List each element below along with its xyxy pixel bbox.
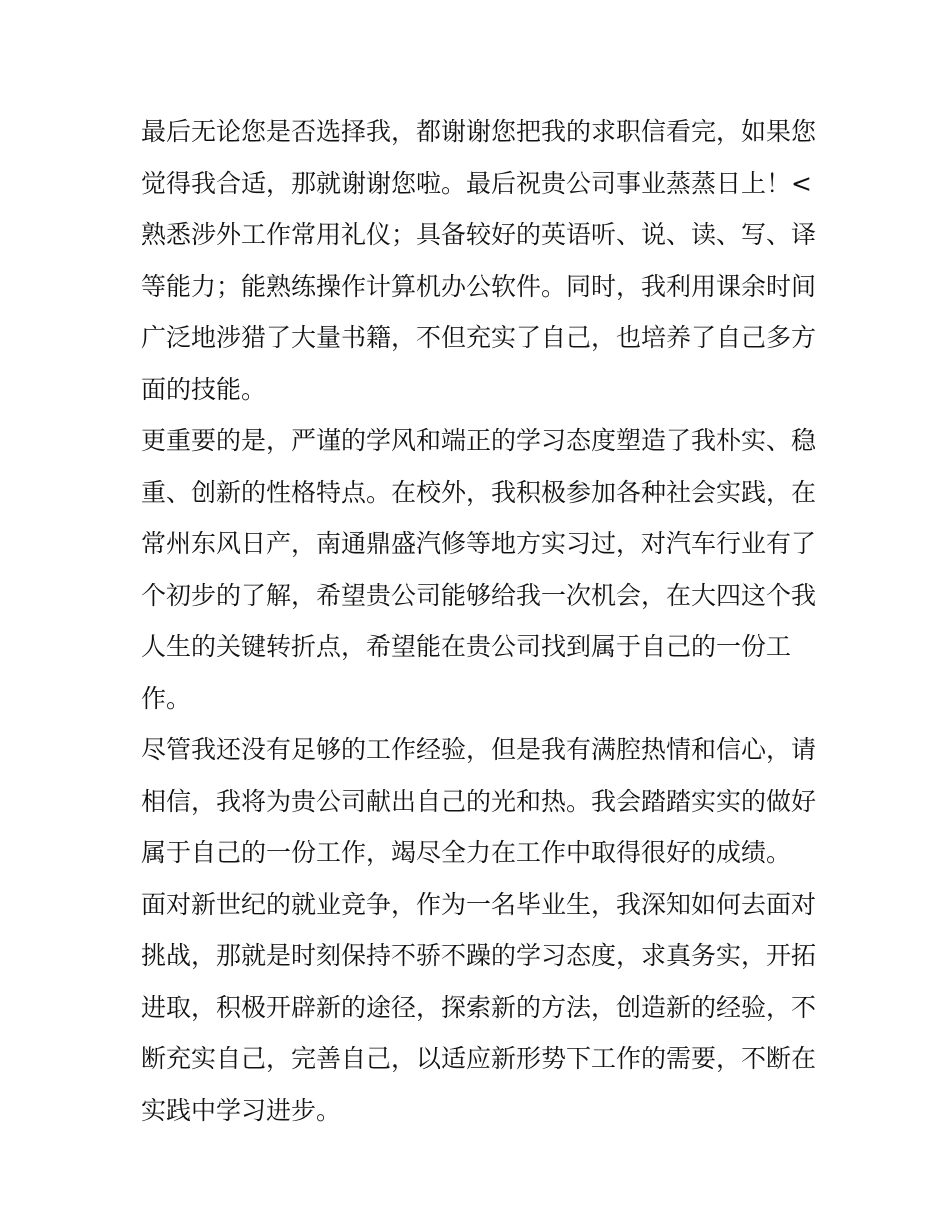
text-line: 最后无论您是否选择我，都谢谢您把我的求职信看完，如果您 (141, 117, 817, 146)
paragraph-character-and-practice (141, 415, 821, 724)
text-line: 进取，积极开辟新的途径，探索新的方法，创造新的经验，不 (141, 992, 817, 1022)
paragraph-closing (141, 106, 821, 415)
text-line: 断充实自己，完善自己，以适应新形势下工作的需要，不断在 (141, 1044, 817, 1073)
text-line: 面的技能。 (141, 374, 267, 404)
text-line: 尽管我还没有足够的工作经验，但是我有满腔热情和信心，请 (141, 735, 817, 764)
text-line: 觉得我合适，那就谢谢您啦。最后祝贵公司事业蒸蒸日上！< (141, 168, 812, 198)
paragraph-challenge (141, 879, 821, 1137)
text-line: 作。 (141, 683, 192, 713)
text-line: 人生的关键转折点，希望能在贵公司找到属于自己的一份工 (141, 632, 792, 661)
document-page (141, 106, 821, 1136)
text-line: 重、创新的性格特点。在校外，我积极参加各种社会实践，在 (141, 477, 817, 507)
paragraph-enthusiasm (141, 724, 821, 879)
text-line: 常州东风日产，南通鼎盛汽修等地方实习过，对汽车行业有了 (141, 529, 817, 558)
text-line: 广泛地涉猎了大量书籍，不但充实了自己，也培养了自己多方 (141, 323, 817, 352)
text-line: 熟悉涉外工作常用礼仪；具备较好的英语听、说、读、写、译 (141, 220, 817, 249)
text-line: 实践中学习进步。 (141, 1095, 342, 1125)
text-line: 等能力；能熟练操作计算机办公软件。同时，我利用课余时间 (141, 271, 817, 301)
text-line: 属于自己的一份工作，竭尽全力在工作中取得很好的成绩。 (141, 838, 792, 867)
text-line: 个初步的了解，希望贵公司能够给我一次机会，在大四这个我 (141, 580, 817, 610)
text-line: 面对新世纪的就业竞争，作为一名毕业生，我深知如何去面对 (141, 889, 817, 919)
text-line: 挑战，那就是时刻保持不骄不躁的学习态度，求真务实，开拓 (141, 941, 817, 970)
text-line: 相信，我将为贵公司献出自己的光和热。我会踏踏实实的做好 (141, 786, 817, 816)
text-line: 更重要的是，严谨的学风和端正的学习态度塑造了我朴实、稳 (141, 426, 817, 455)
